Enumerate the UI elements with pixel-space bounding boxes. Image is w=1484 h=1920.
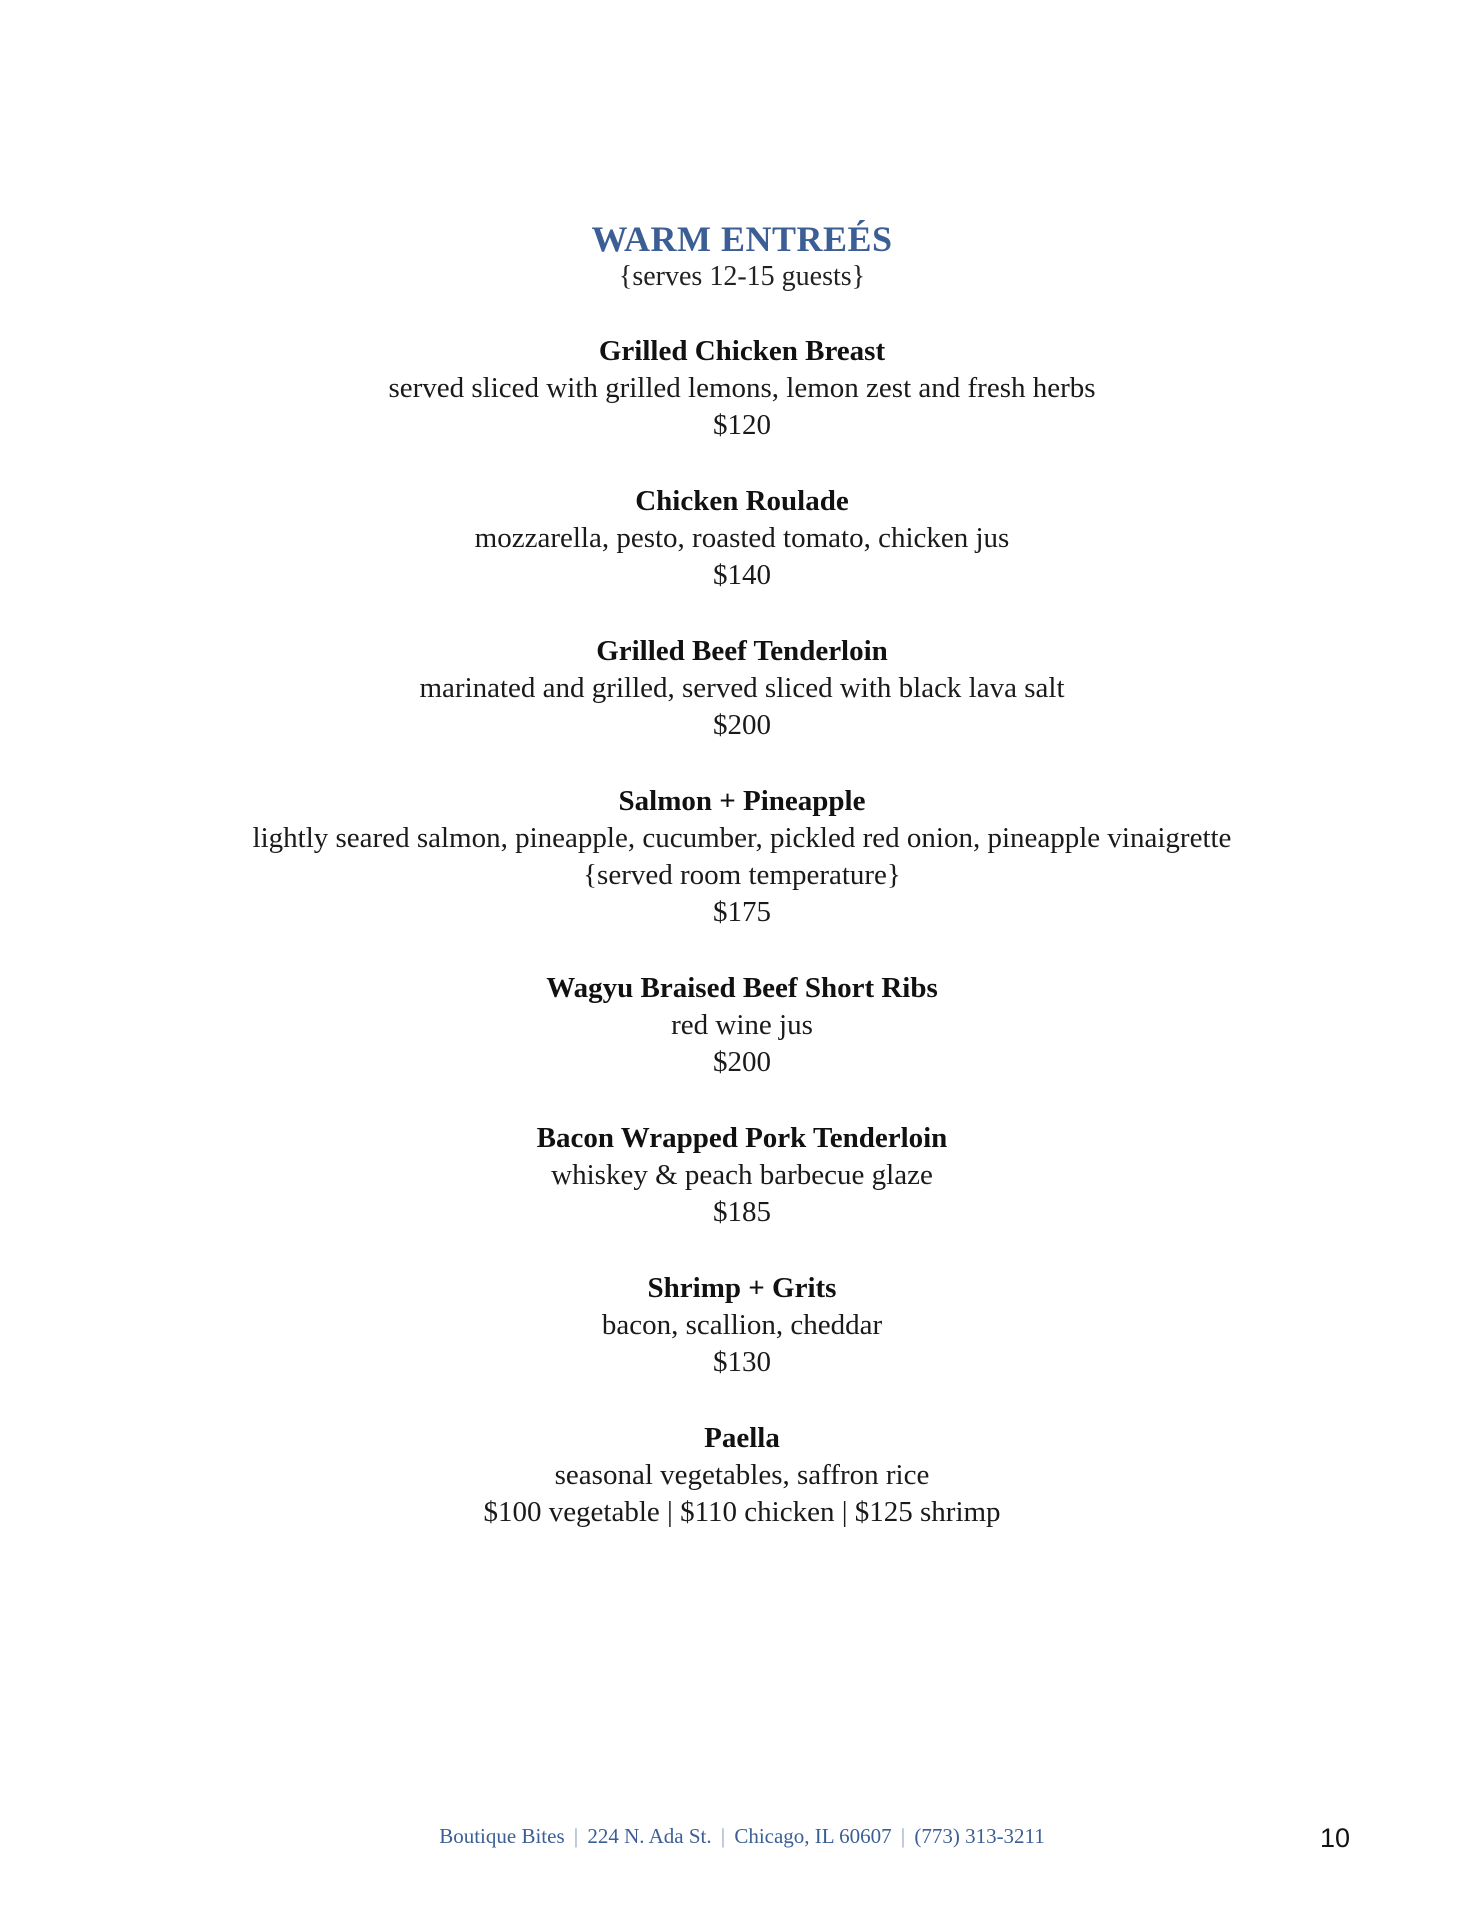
menu-item-description: red wine jus <box>671 1009 813 1041</box>
menu-item-wagyu-short-ribs <box>0 970 1484 1081</box>
menu-item-description: marinated and grilled, served sliced with black lava salt <box>419 672 1065 704</box>
menu-item-grilled-beef-tenderloin <box>0 633 1484 744</box>
footer-separator: | <box>573 1824 579 1848</box>
menu-item-price: $175 <box>713 896 771 928</box>
menu-item-description: seasonal vegetables, saffron rice <box>554 1459 930 1491</box>
menu-item-chicken-roulade <box>0 483 1484 594</box>
footer-city: Chicago, IL 60607 <box>734 1824 892 1848</box>
menu-item-salmon-pineapple <box>0 783 1484 931</box>
menu-item-paella <box>0 1420 1484 1531</box>
menu-item-price: $120 <box>713 409 771 441</box>
menu-item-price: $185 <box>713 1196 771 1228</box>
menu-item-price: $100 vegetable | $110 chicken | $125 shrimp <box>483 1496 1001 1528</box>
menu-item-price: $130 <box>713 1346 771 1378</box>
menu-item-price: $140 <box>713 559 771 591</box>
menu-item-description: whiskey & peach barbecue glaze <box>551 1159 933 1191</box>
menu-item-name: Shrimp + Grits <box>647 1272 837 1304</box>
menu-item-description: bacon, scallion, cheddar <box>601 1309 883 1341</box>
menu-item-shrimp-grits <box>0 1270 1484 1381</box>
menu-item-price: $200 <box>713 1046 771 1078</box>
menu-item-name: Paella <box>704 1422 780 1454</box>
section-subtitle: {serves 12-15 guests} <box>618 261 866 292</box>
menu-item-description: lightly seared salmon, pineapple, cucumber, pickled red onion, pineapple vinaigrette <box>252 822 1232 854</box>
menu-section <box>0 218 1484 1531</box>
menu-item-description: mozzarella, pesto, roasted tomato, chicken jus <box>474 522 1010 554</box>
menu-item-name: Grilled Beef Tenderloin <box>596 635 888 667</box>
menu-item-name: Bacon Wrapped Pork Tenderloin <box>536 1122 948 1154</box>
page-number: 10 <box>1320 1823 1351 1853</box>
menu-item-description: served sliced with grilled lemons, lemon zest and fresh herbs <box>388 372 1096 404</box>
menu-item-name: Grilled Chicken Breast <box>598 335 886 367</box>
menu-item-name: Wagyu Braised Beef Short Ribs <box>546 972 938 1004</box>
footer-separator: | <box>720 1824 726 1848</box>
menu-item-name: Salmon + Pineapple <box>618 785 866 817</box>
menu-item-price: $200 <box>713 709 771 741</box>
menu-item-name: Chicken Roulade <box>635 485 849 517</box>
menu-item-bacon-wrapped-pork <box>0 1120 1484 1231</box>
menu-item-note: {served room temperature} <box>583 859 901 891</box>
footer-separator: | <box>900 1824 906 1848</box>
footer-address: 224 N. Ada St. <box>587 1824 712 1848</box>
footer-business-name: Boutique Bites <box>439 1824 565 1848</box>
page-footer <box>0 1824 1484 1849</box>
footer-phone: (773) 313-3211 <box>914 1824 1045 1848</box>
section-title: WARM ENTREÉS <box>591 219 893 259</box>
menu-item-grilled-chicken-breast <box>0 333 1484 444</box>
